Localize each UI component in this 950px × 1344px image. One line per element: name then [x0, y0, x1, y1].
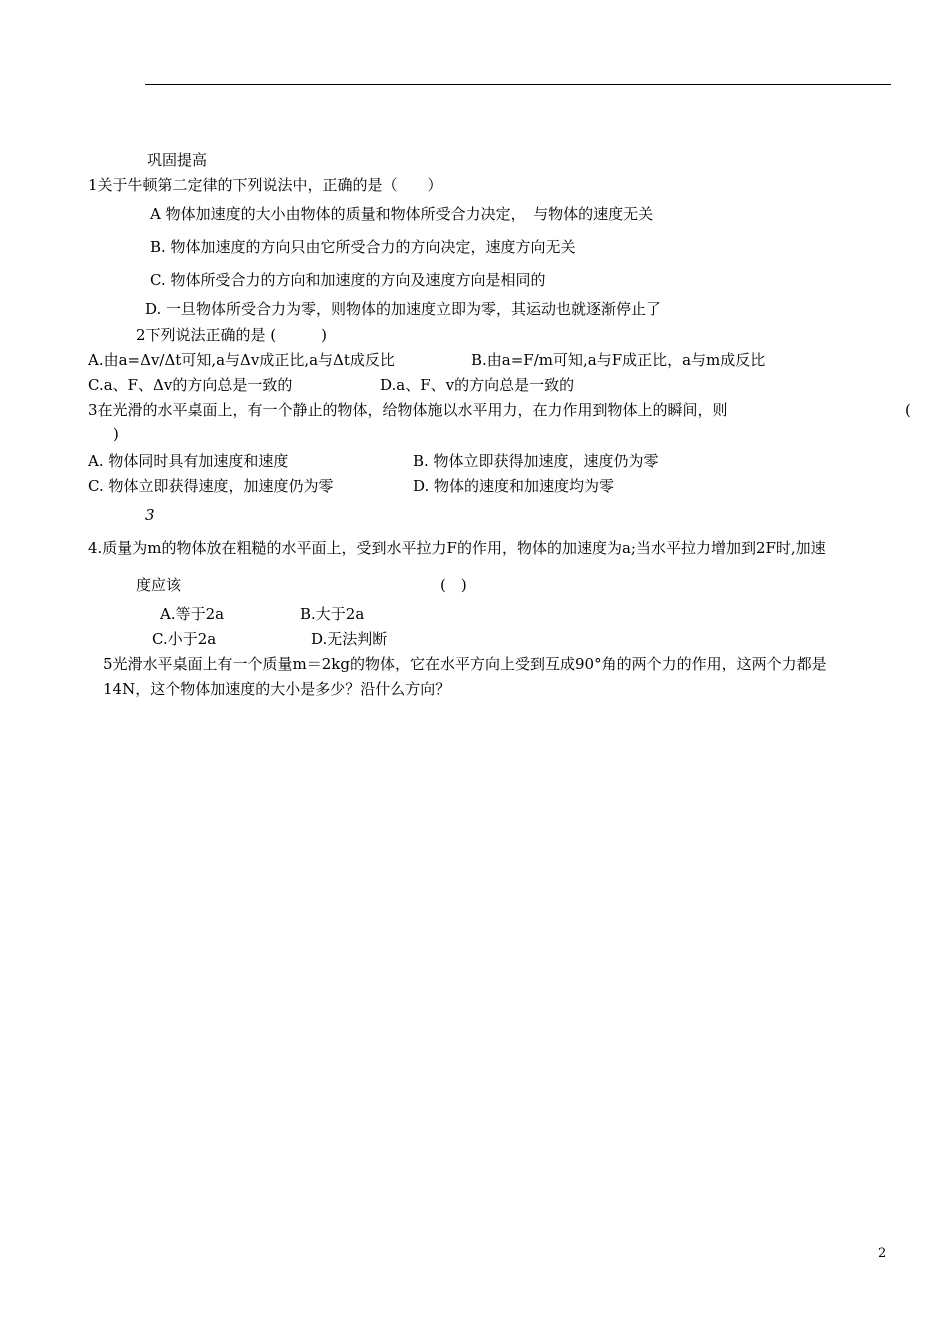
q3-option-b: B. 物体立即获得加速度，速度仍为零	[413, 452, 659, 470]
q1-option-a: A 物体加速度的大小由物体的质量和物体所受合力决定， 与物体的速度无关	[150, 205, 654, 223]
q3-bracket-close: )	[113, 425, 119, 443]
q1-stem: 1关于牛顿第二定律的下列说法中，正确的是（ ）	[88, 176, 443, 194]
q3-stem: 3在光滑的水平桌面上，有一个静止的物体，给物体施以水平用力，在力作用到物体上的瞬间，则	[88, 401, 728, 419]
q3-option-d: D. 物体的速度和加速度均为零	[413, 477, 615, 495]
q2-option-b: B.由a=F/m可知,a与F成正比，a与m成反比	[471, 351, 766, 369]
stray-mark: 3	[145, 506, 155, 524]
q4-option-d: D.无法判断	[311, 630, 388, 648]
q4-stem-line1: 4.质量为m的物体放在粗糙的水平面上，受到水平拉力F的作用，物体的加速度为a;当水平拉力增加到2F时,加速	[88, 539, 826, 557]
q1-option-c: C. 物体所受合力的方向和加速度的方向及速度方向是相同的	[150, 271, 546, 289]
q1-option-b: B. 物体加速度的方向只由它所受合力的方向决定，速度方向无关	[150, 238, 576, 256]
q1-option-d: D. 一旦物体所受合力为零，则物体的加速度立即为零，其运动也就逐渐停止了	[145, 300, 662, 318]
q5-line1: 5光滑水平桌面上有一个质量m＝2kg的物体，它在水平方向上受到互成90°角的两个力的作用，这两个力都是	[103, 655, 827, 673]
q4-option-c: C.小于2a	[152, 630, 217, 648]
q4-stem-line2: 度应该	[136, 576, 182, 594]
q4-option-b: B.大于2a	[300, 605, 365, 623]
q5-line2: 14N，这个物体加速度的大小是多少？沿什么方向？	[103, 680, 451, 698]
page-number: 2	[878, 1246, 887, 1261]
q2-stem: 2下列说法正确的是 ( )	[136, 326, 328, 344]
q4-option-a: A.等于2a	[160, 605, 225, 623]
header-rule	[145, 84, 891, 85]
q2-option-a: A.由a=Δv/Δt可知,a与Δv成正比,a与Δt成反比	[88, 351, 395, 369]
q4-bracket: ( )	[440, 576, 467, 594]
q2-option-c: C.a、F、Δv的方向总是一致的	[88, 376, 293, 394]
q2-option-d: D.a、F、v的方向总是一致的	[380, 376, 575, 394]
q3-bracket-open: (	[905, 401, 911, 419]
q3-option-c: C. 物体立即获得速度，加速度仍为零	[88, 477, 334, 495]
q3-option-a: A. 物体同时具有加速度和速度	[88, 452, 289, 470]
section-title: 巩固提高	[147, 151, 208, 169]
